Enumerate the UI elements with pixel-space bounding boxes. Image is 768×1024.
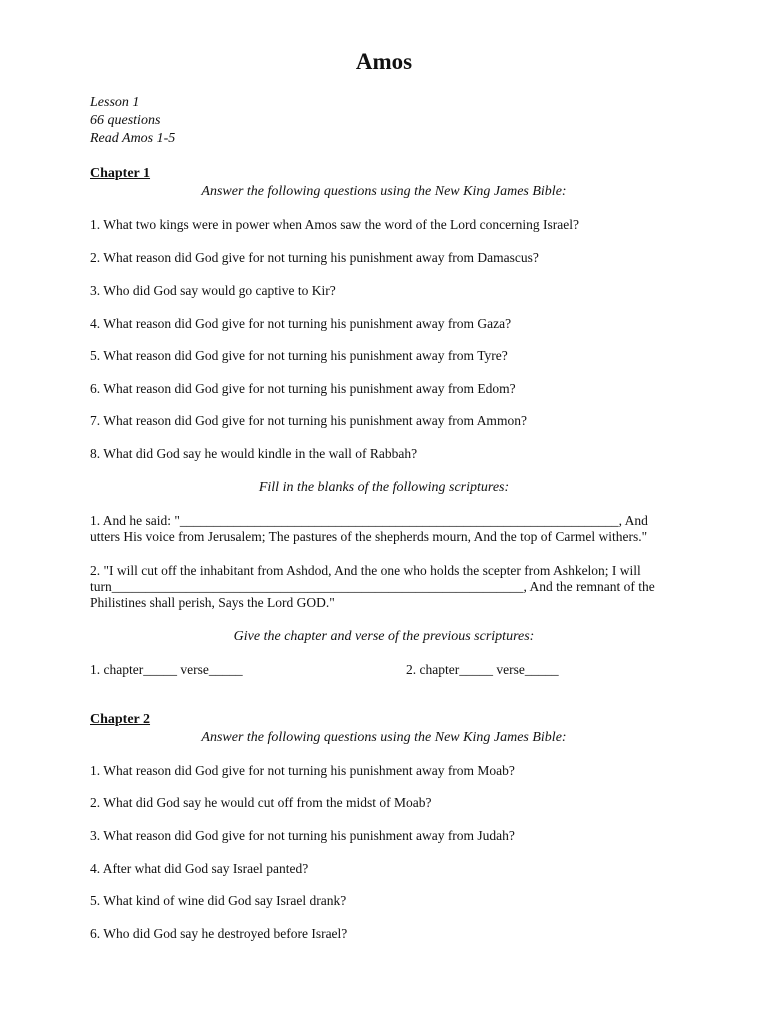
fill-blanks-instruction: Fill in the blanks of the following scriptures: — [258, 480, 510, 495]
question-item: 4. After what did God say Israel panted? — [90, 861, 309, 876]
question-item: 5. What kind of wine did God say Israel drank? — [90, 893, 347, 908]
fill-blank-scripture-1 — [90, 513, 670, 545]
lesson-number: Lesson 1 — [90, 95, 140, 110]
chapter-verse-item-2: 2. chapter_____ verse_____ — [406, 662, 559, 677]
scripture-line: Philistines shall perish, Says the Lord GOD." — [90, 595, 335, 610]
chapter-2-instruction: Answer the following questions using the New King James Bible: — [201, 730, 567, 745]
question-item: 7. What reason did God give for not turning his punishment away from Ammon? — [90, 413, 527, 428]
document-title: Amos — [355, 49, 413, 74]
chapter-1-instruction: Answer the following questions using the New King James Bible: — [201, 184, 567, 199]
chapter-verse-item-1: 1. chapter_____ verse_____ — [90, 662, 243, 677]
question-count: 66 questions — [90, 113, 161, 128]
fill-blank-scripture-2 — [90, 563, 670, 611]
question-item: 5. What reason did God give for not turning his punishment away from Tyre? — [90, 348, 508, 363]
question-item: 4. What reason did God give for not turning his punishment away from Gaza? — [90, 316, 512, 331]
question-item: 2. What did God say he would cut off from the midst of Moab? — [90, 795, 432, 810]
scripture-line: 1. And he said: "_________________________________________________________________, And — [90, 513, 648, 528]
question-item: 6. What reason did God give for not turning his punishment away from Edom? — [90, 381, 516, 396]
question-item: 3. Who did God say would go captive to Kir? — [90, 283, 336, 298]
scripture-line: turn_____________________________________________________________, And the remnant of the — [90, 579, 655, 594]
reading-assignment: Read Amos 1-5 — [90, 131, 176, 146]
question-item: 8. What did God say he would kindle in the wall of Rabbah? — [90, 446, 418, 461]
question-item: 6. Who did God say he destroyed before Israel? — [90, 926, 348, 941]
question-item: 1. What reason did God give for not turning his punishment away from Moab? — [90, 763, 515, 778]
chapter-1-heading: Chapter 1 — [90, 166, 151, 181]
chapter-2-heading: Chapter 2 — [90, 712, 151, 727]
question-item: 1. What two kings were in power when Amos saw the word of the Lord concerning Israel? — [90, 217, 579, 232]
chapter-verse-instruction: Give the chapter and verse of the previous scriptures: — [233, 629, 535, 644]
lesson-meta — [90, 94, 175, 148]
scripture-line: 2. "I will cut off the inhabitant from Ashdod, And the one who holds the scepter from Ashkelon; I will — [90, 563, 641, 578]
scripture-line: utters His voice from Jerusalem; The pastures of the shepherds mourn, And the top of Carmel withers." — [90, 529, 648, 544]
question-item: 2. What reason did God give for not turning his punishment away from Damascus? — [90, 250, 539, 265]
question-item: 3. What reason did God give for not turning his punishment away from Judah? — [90, 828, 515, 843]
